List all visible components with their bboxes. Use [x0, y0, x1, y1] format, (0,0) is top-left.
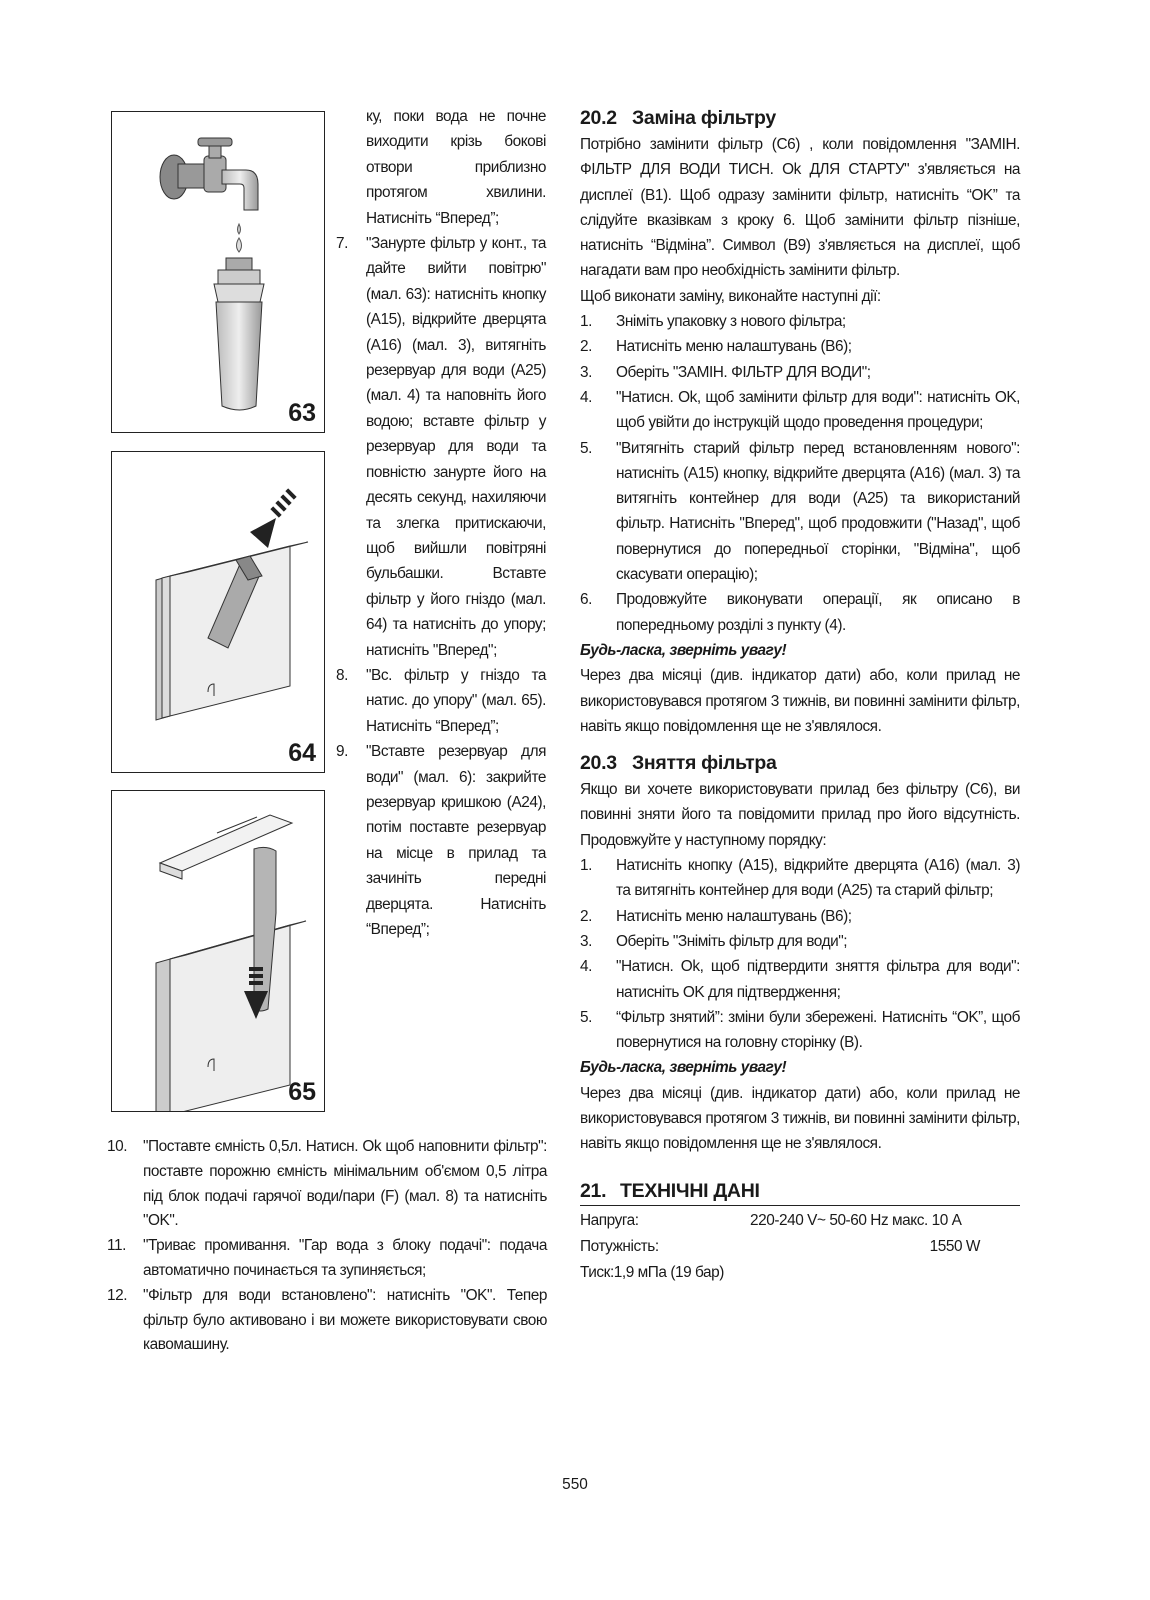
list-item: 2. Натисніть меню налаштувань (B6); — [580, 338, 852, 356]
list-item: 10. "Поставте ємність 0,5л. Натисн. Ok щоб наповнити фільтр": поставте порожню ємність мінімальним об'ємом 0,5 літра під блок подачі гарячої води/пари (F) (мал. 8) та натисніть "OK". — [107, 1138, 547, 1230]
step-list — [580, 309, 1020, 638]
insert-tank-illustration — [112, 791, 324, 1111]
section-heading-20-3: 20.3 Зняття фільтра — [580, 752, 777, 775]
list-item: 1. Натисніть кнопку (A15), відкрийте дверцята (A16) (мал. 3) та витягніть контейнер для води (A25) та старий фільтр; — [580, 857, 1020, 900]
figure-64 — [111, 451, 325, 773]
faucet-filter-illustration — [112, 112, 324, 432]
list-item: 11. "Триває промивання. "Гар вода з блоку подачі": подача автоматично починається та зупиняється; — [107, 1237, 547, 1279]
table-row: Тиск:1,9 мПа (19 бар) — [580, 1263, 724, 1281]
tech-data-heading — [580, 1177, 1020, 1206]
figure-63 — [111, 111, 325, 433]
list-item: 4. "Натисн. Ok, щоб підтвердити зняття фільтра для води": натисніть OK для підтвердження; — [580, 958, 1020, 1001]
list-item: 2. Натисніть меню налаштувань (B6); — [580, 907, 852, 925]
section-heading-21: 21. ТЕХНІЧНІ ДАНІ — [580, 1179, 760, 1202]
tech-data-table — [580, 1208, 980, 1286]
step-list — [336, 231, 546, 942]
figure-number: 64 — [288, 739, 316, 767]
insert-filter-illustration — [112, 452, 324, 772]
continuation-text: ку, поки вода не почне виходити крізь бокові отвори приблизно протягом хвилини. Натисніть “Вперед”; — [366, 108, 546, 227]
right-column — [580, 104, 1020, 1286]
list-item: 8. "Вс. фільтр у гніздо та натис. до упору" (мал. 65). Натисніть “Вперед”; — [336, 666, 546, 735]
list-item: 4. "Натисн. Ok, щоб замінити фільтр для води": натисніть OK, щоб увійти до інструкцій щодо проведення процедури; — [580, 388, 1020, 432]
section-intro: Потрібно замінити фільтр (C6) , коли повідомлення "ЗАМІН. ФІЛЬТР ДЛЯ ВОДИ ТИСН. Ok ДЛЯ СТАРТУ" з'являється на дисплеї (B1). Щоб одразу замінити фільтр, натисніть “OK” та слідуйте вказівкам з кроку 6. Щоб замінити фільтр пізніше, натисніть “Відміна”. Символ (B9) з'являється на дисплеї, щоб нагадати вам про необхідність замінити фільтр. — [580, 136, 1020, 280]
figure-number: 63 — [288, 399, 316, 427]
list-item: 3. Оберіть "ЗАМІН. ФІЛЬТР ДЛЯ ВОДИ"; — [580, 363, 871, 381]
list-item: 6. Продовжуйте виконувати операції, як описано в попередньому розділі з пункту (4). — [580, 591, 1020, 634]
note-text: Через два місяці (див. індикатор дати) або, коли прилад не використовувався протягом 3 тижнів, ви повинні замінити фільтр, навіть якщо повідомлення ще не з'являлося. — [580, 667, 1020, 735]
section-lead: Щоб виконати заміну, виконайте наступні дії: — [580, 287, 881, 305]
list-item: 5. “Фільтр знятий”: зміни були збережені. Натисніть “OK”, щоб повернутися на головну сторінку (B). — [580, 1008, 1020, 1052]
section-heading-20-2: 20.2 Заміна фільтру — [580, 107, 776, 129]
figure-number: 65 — [288, 1078, 316, 1106]
list-item: 7. "Занурте фільтр у конт., та дайте вийти повітрю" (мал. 63): натисніть кнопку (A15), відкрийте дверцята (A16) (мал. 3), витягніть резервуар для води (A25) (мал. 4) та наповніть його водою; вставте фільтр у резервуар для води та повністю занурте його на десять секунд, нахиляючи та злегка притискаючи, щоб вийшли повітряні бульбашки. Вставте фільтр у його гніздо (мал. 64) та натисніть до упору; натисніть "Вперед"; — [336, 235, 546, 659]
note-title: Будь-ласка, зверніть увагу! — [580, 1059, 787, 1077]
page-number: 550 — [562, 1476, 588, 1493]
step-list — [107, 1135, 547, 1358]
list-item: 1. Зніміть упаковку з нового фільтра; — [580, 313, 846, 331]
left-column-text — [336, 104, 546, 942]
list-item: 5. "Витягніть старий фільтр перед встановленням нового": натисніть (A15) кнопку, відкрийте дверцята (A16) (мал. 3) та витягніть контейнер для води (A25) та використаний фільтр. Натисніть "Вперед", щоб продовжити ("Назад", щоб повернутися до попередньої сторінки, "Відміна", щоб скасувати операцію); — [580, 439, 1020, 584]
section-intro: Якщо ви хочете використовувати прилад без фільтру (C6), ви повинні зняти його та повідомити прилад про його відсутність. Продовжуйте у наступному порядку: — [580, 781, 1020, 849]
figure-65 — [111, 790, 325, 1112]
step-list — [580, 853, 1020, 1055]
list-item: 9. "Вставте резервуар для води" (мал. 6): закрийте резервуар кришкою (A24), потім поставте резервуар на місце в прилад та зачиніть передні дверцята. Натисніть “Вперед”; — [336, 743, 546, 938]
note-title: Будь-ласка, зверніть увагу! — [580, 641, 787, 659]
table-row: Напруга: 220-240 V~ 50-60 Hz макс. 10 A — [580, 1211, 962, 1229]
note-text: Через два місяці (див. індикатор дати) або, коли прилад не використовувався протягом 3 тижнів, ви повинні замінити фільтр, навіть якщо повідомлення ще не з'являлося. — [580, 1084, 1020, 1153]
list-item: 3. Оберіть "Зніміть фільтр для води"; — [580, 932, 848, 950]
list-item: 12. "Фільтр для води встановлено": натисніть "OK". Тепер фільтр було активовано і ви можете використовувати свою кавомашину. — [107, 1286, 547, 1354]
table-row: Потужність: 1550 W — [580, 1237, 980, 1255]
bottom-left-steps — [107, 1135, 547, 1358]
